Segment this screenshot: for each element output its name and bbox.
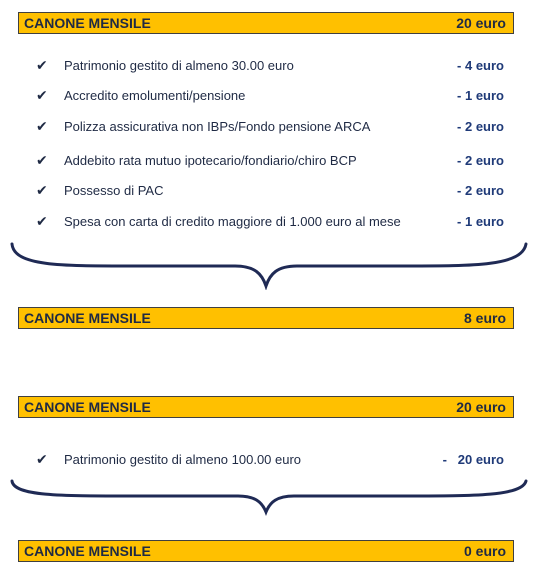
section1-header-value: 20 euro xyxy=(456,15,506,31)
item-text: Polizza assicurativa non IBPs/Fondo pensione ARCA xyxy=(64,119,371,134)
list-item xyxy=(36,450,510,470)
section2-result-bar xyxy=(18,540,514,562)
list-item xyxy=(36,56,510,76)
item-amount: - 1 euro xyxy=(457,214,504,229)
item-amount: - 2 euro xyxy=(457,153,504,168)
item-amount: - 2 euro xyxy=(457,119,504,134)
list-item xyxy=(36,212,510,232)
item-amount: - 2 euro xyxy=(457,183,504,198)
list-item xyxy=(36,117,510,137)
section2-result-label: CANONE MENSILE xyxy=(24,543,151,559)
item-text: Accredito emolumenti/pensione xyxy=(64,88,246,103)
item-amount: - 4 euro xyxy=(457,58,504,73)
section1-result-label: CANONE MENSILE xyxy=(24,310,151,326)
section2-header-label: CANONE MENSILE xyxy=(24,399,151,415)
checkmark-icon: ✔ xyxy=(36,87,48,103)
section1-result-value: 8 euro xyxy=(463,310,506,326)
section1-header-label: CANONE MENSILE xyxy=(24,15,151,31)
section2-header-value: 20 euro xyxy=(456,399,506,415)
item-text: Spesa con carta di credito maggiore di 1.000 euro al mese xyxy=(64,214,401,229)
list-item xyxy=(36,151,510,171)
list-item xyxy=(36,86,510,106)
section2-header-bar xyxy=(18,396,514,418)
checkmark-icon: ✔ xyxy=(36,213,48,229)
checkmark-icon: ✔ xyxy=(36,118,48,134)
curly-brace-icon xyxy=(0,476,538,518)
checkmark-icon: ✔ xyxy=(36,182,48,198)
item-text: Patrimonio gestito di almeno 100.00 euro xyxy=(64,452,302,467)
section1-header-bar xyxy=(18,12,514,34)
section1-result-bar xyxy=(18,307,514,329)
section2-result-value: 0 euro xyxy=(463,543,506,559)
item-text: Patrimonio gestito di almeno 30.00 euro xyxy=(64,58,294,73)
item-amount: - 20 euro xyxy=(442,452,504,467)
item-text: Addebito rata mutuo ipotecario/fondiario/chiro BCP xyxy=(64,153,357,168)
checkmark-icon: ✔ xyxy=(36,451,48,467)
item-amount: - 1 euro xyxy=(457,88,504,103)
curly-brace-icon xyxy=(0,238,538,290)
item-text: Possesso di PAC xyxy=(64,183,164,198)
list-item xyxy=(36,181,510,201)
checkmark-icon: ✔ xyxy=(36,57,48,73)
checkmark-icon: ✔ xyxy=(36,152,48,168)
